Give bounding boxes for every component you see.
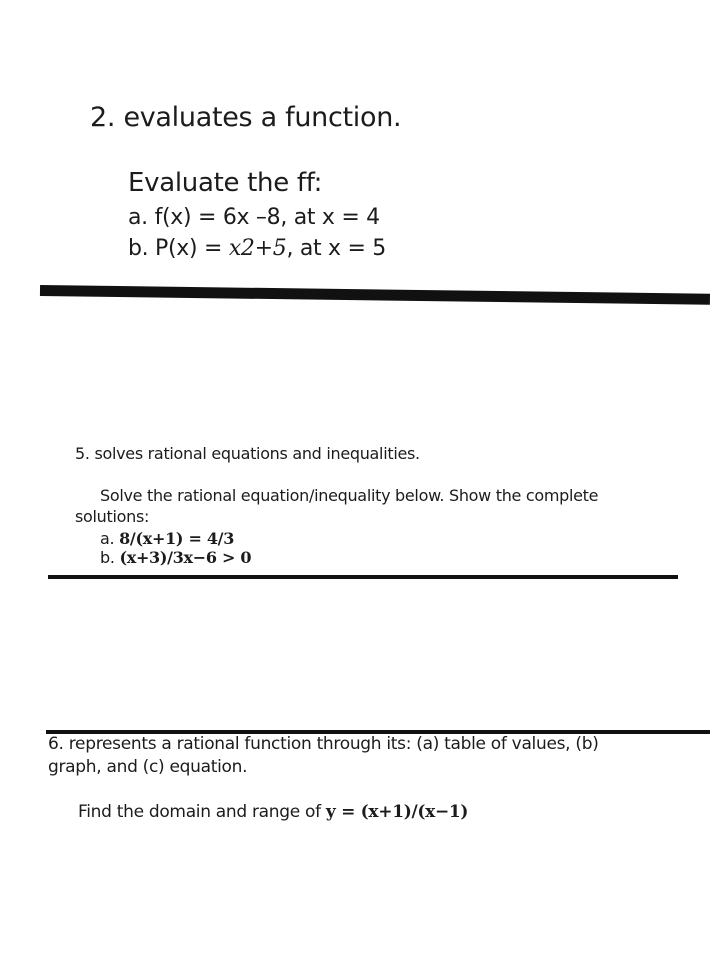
section-2-heading: 2. evaluates a function. [90, 102, 402, 133]
section-2-item-a-text: a. f(x) = 6x –8, at x = 4 [128, 205, 380, 230]
section-5-heading: 5. solves rational equations and inequalities. [75, 444, 420, 463]
section-5-item-b [100, 548, 251, 567]
section-5-instruction-line-2: solutions: [75, 507, 150, 526]
section-5-item-b-prefix: b. [100, 548, 120, 567]
section-2-instruction: Evaluate the ff: [128, 168, 323, 198]
divider-rule-2 [48, 575, 678, 579]
section-5-instruction-line-1: Solve the rational equation/inequality below. Show the complete [100, 486, 599, 505]
section-2-item-b [128, 236, 386, 261]
section-5-item-b-inequality: (x+3)/3x−6 > 0 [119, 548, 252, 567]
divider-rule-1 [40, 285, 710, 305]
section-6-heading-line-2: graph, and (c) equation. [48, 757, 248, 777]
section-2-item-a [128, 205, 380, 230]
section-2-item-b-prefix: b. P(x) = [128, 236, 229, 261]
section-2-item-b-suffix: , at x = 5 [286, 236, 386, 261]
section-6-task [78, 802, 468, 822]
section-6-task-prefix: Find the domain and range of [78, 802, 326, 822]
section-5-item-a-prefix: a. [100, 529, 120, 548]
section-2-item-b-expression: x2+5 [228, 236, 287, 261]
section-5-item-a [100, 529, 234, 548]
section-6-heading-line-1: 6. represents a rational function through its: (a) table of values, (b) [48, 734, 599, 754]
section-6-task-equation: y = (x+1)/(x−1) [325, 802, 469, 822]
section-5-item-a-equation: 8/(x+1) = 4/3 [119, 529, 235, 548]
